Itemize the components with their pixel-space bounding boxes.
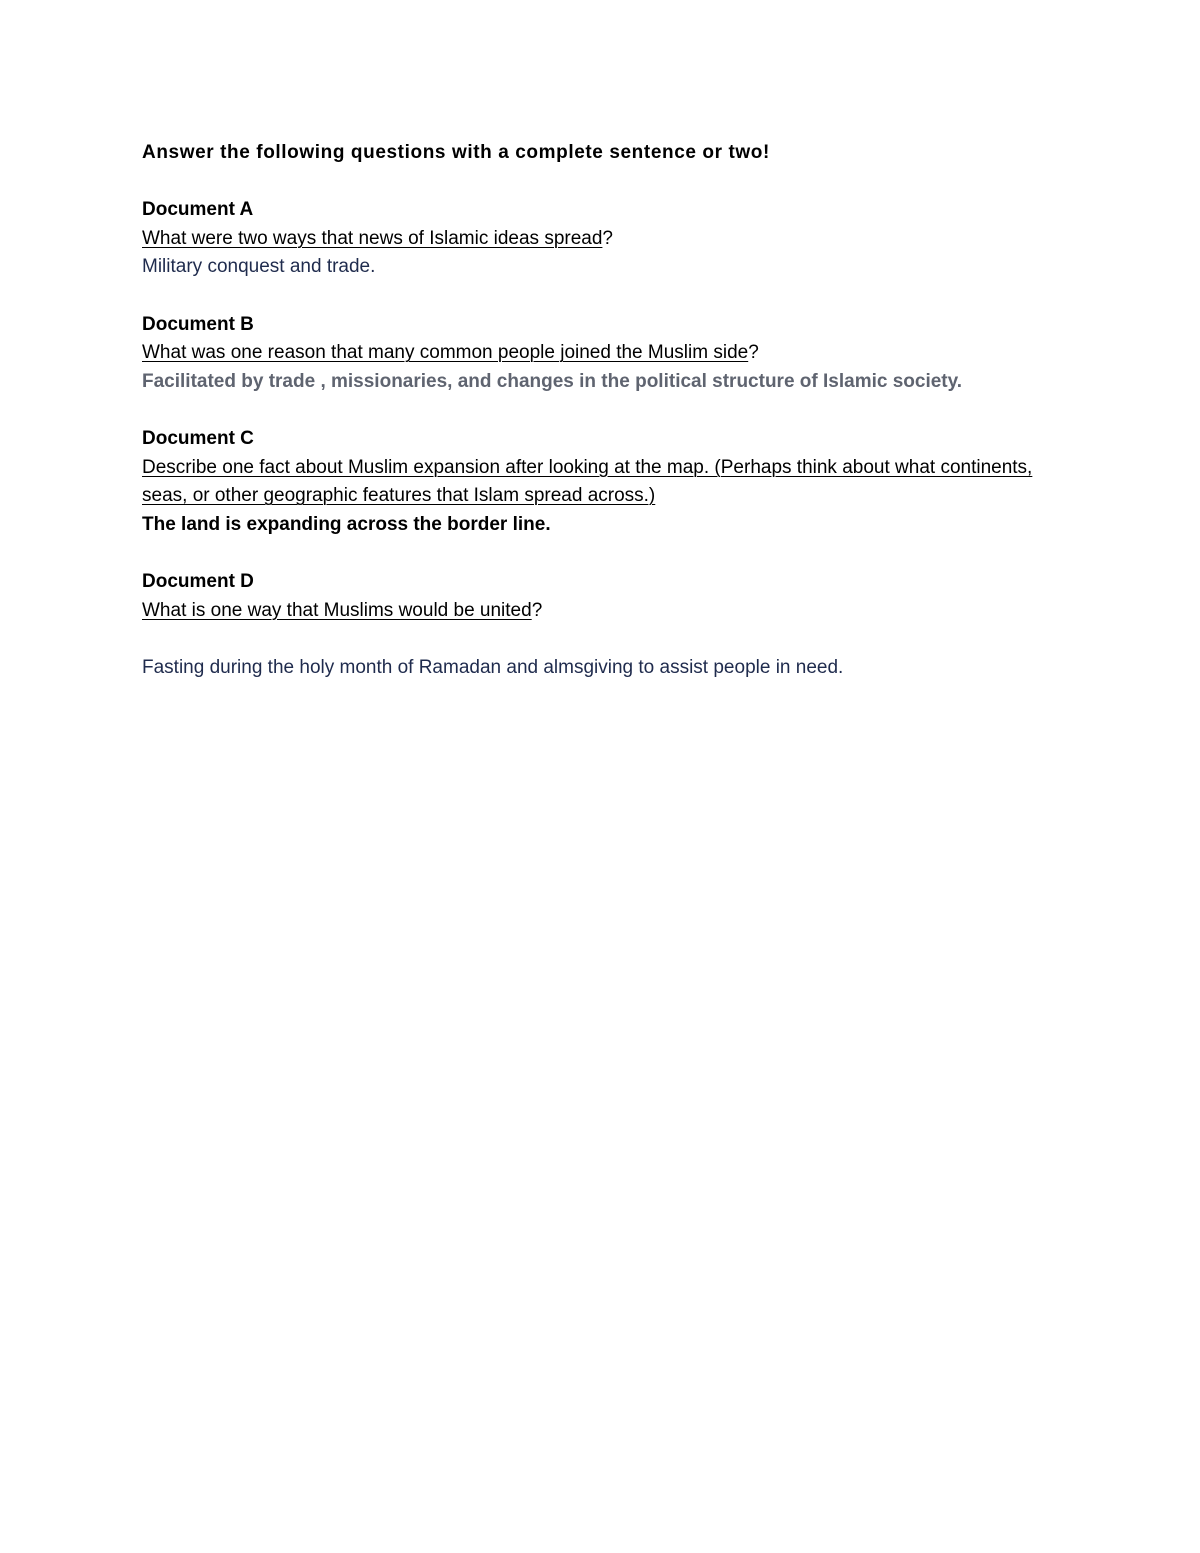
document-d-question xyxy=(142,597,1062,626)
document-d-question-text: What is one way that Muslims would be united xyxy=(142,599,532,621)
instructions-heading: Answer the following questions with a complete sentence or two! xyxy=(142,142,770,163)
document-a-answer: Military conquest and trade. xyxy=(142,256,376,278)
document-c-section xyxy=(142,425,1062,539)
document-a-question-text: What were two ways that news of Islamic ideas spread xyxy=(142,227,603,249)
document-c-question-text: Describe one fact about Muslim expansion after looking at the map. (Perhaps think about what continents, seas, or other geographic features that Islam spread across.) xyxy=(142,456,1033,507)
document-b-question-mark: ? xyxy=(748,342,759,364)
document-a-question xyxy=(142,225,1062,254)
document-b-answer: Facilitated by trade , missionaries, and changes in the political structure of Islamic society. xyxy=(142,370,963,392)
worksheet-page xyxy=(142,139,1062,682)
document-b-question xyxy=(142,339,1062,368)
document-a-heading: Document A xyxy=(142,199,254,221)
document-b-section xyxy=(142,311,1062,397)
document-d-section xyxy=(142,568,1062,682)
document-b-question-text: What was one reason that many common people joined the Muslim side xyxy=(142,342,749,364)
document-d-heading: Document D xyxy=(142,570,254,592)
document-d-answer: Fasting during the holy month of Ramadan and almsgiving to assist people in need. xyxy=(142,656,844,678)
document-b-heading: Document B xyxy=(142,313,254,335)
document-c-answer: The land is expanding across the border line. xyxy=(142,513,551,535)
document-c-heading: Document C xyxy=(142,427,254,449)
document-a-question-mark: ? xyxy=(602,227,613,249)
document-c-question xyxy=(142,454,1062,511)
document-d-question-mark: ? xyxy=(531,599,543,621)
document-a-section xyxy=(142,196,1062,282)
